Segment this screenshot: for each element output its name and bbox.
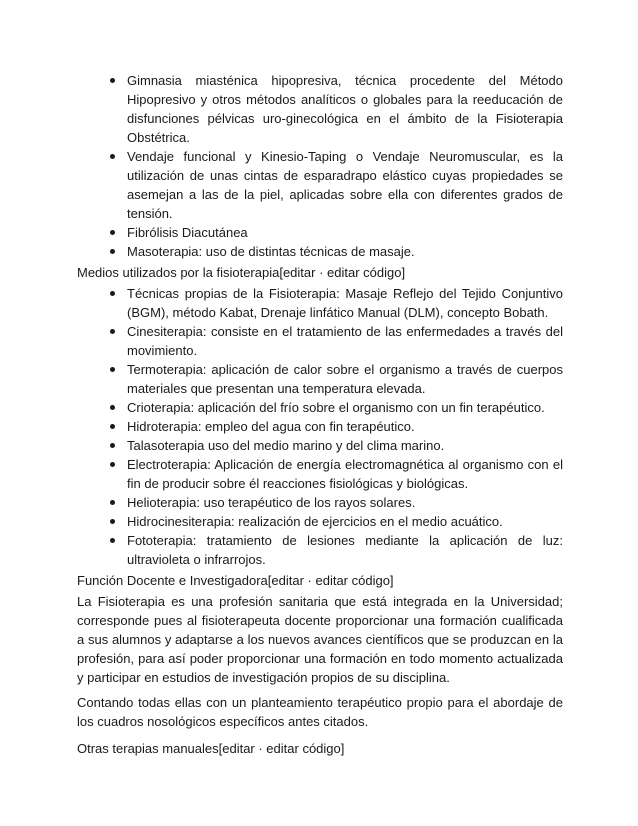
section-heading-funcion-docente: Función Docente e Investigadora[editar · editar código] <box>77 573 394 588</box>
edit-link[interactable]: [editar · editar código] <box>218 741 345 756</box>
bullet-icon <box>110 519 115 524</box>
list-item: Fibrólisis Diacutánea <box>127 223 563 242</box>
section-heading-otras-terapias: Otras terapias manuales[editar · editar código] <box>77 741 345 756</box>
list-item: Vendaje funcional y Kinesio-Taping o Vendaje Neuromuscular, es la utilización de unas cintas de esparadrapo elástico cuyas propiedades se asemejan a las de la piel, aplicadas sobre ella con diferentes grados de tensión. <box>127 147 563 223</box>
list-item: Crioterapia: aplicación del frío sobre el organismo con un fin terapéutico. <box>127 398 563 417</box>
bullet-icon <box>110 367 115 372</box>
document-content <box>77 71 563 760</box>
techniques-list <box>77 71 563 261</box>
bullet-icon <box>110 78 115 83</box>
list-item: Electroterapia: Aplicación de energía electromagnética al organismo con el fin de producir sobre él reacciones fisiológicas y biológicas. <box>127 455 563 493</box>
list-item: Hidrocinesiterapia: realización de ejercicios en el medio acuático. <box>127 512 563 531</box>
list-item: Gimnasia miasténica hipopresiva, técnica procedente del Método Hipopresivo y otros métodos analíticos o globales para la reeducación de disfunciones pélvicas uro-ginecológica en el ámbito de la Fisioterapia Obstétrica. <box>127 71 563 147</box>
edit-link[interactable]: [editar · editar código] <box>279 265 406 280</box>
paragraph-funcion-docente: La Fisioterapia es una profesión sanitaria que está integrada en la Universidad; corresponde pues al fisioterapeuta docente proporcionar una formación cualificada a sus alumnos y adaptarse a los nuevos avances científicos que se produzcan en la profesión, para así poder proporcionar una formación en todo momento actualizada y participar en estudios de investigación propios de su disciplina. <box>77 594 563 685</box>
list-item: Termoterapia: aplicación de calor sobre el organismo a través de cuerpos materiales que presentan una temperatura elevada. <box>127 360 563 398</box>
bullet-icon <box>110 249 115 254</box>
bullet-icon <box>110 538 115 543</box>
means-list <box>77 284 563 569</box>
list-item: Técnicas propias de la Fisioterapia: Masaje Reflejo del Tejido Conjuntivo (BGM), método Kabat, Drenaje linfático Manual (DLM), concepto Bobath. <box>127 284 563 322</box>
bullet-icon <box>110 291 115 296</box>
section-heading-medios: Medios utilizados por la fisioterapia[editar · editar código] <box>77 265 406 280</box>
list-item: Masoterapia: uso de distintas técnicas de masaje. <box>127 242 563 261</box>
list-item: Talasoterapia uso del medio marino y del clima marino. <box>127 436 563 455</box>
bullet-icon <box>110 443 115 448</box>
list-item: Helioterapia: uso terapéutico de los rayos solares. <box>127 493 563 512</box>
list-item: Cinesiterapia: consiste en el tratamiento de las enfermedades a través del movimiento. <box>127 322 563 360</box>
list-item: Hidroterapia: empleo del agua con fin terapéutico. <box>127 417 563 436</box>
bullet-icon <box>110 230 115 235</box>
paragraph-contando: Contando todas ellas con un planteamiento terapéutico propio para el abordaje de los cuadros nosológicos específicos antes citados. <box>77 695 563 729</box>
bullet-icon <box>110 500 115 505</box>
edit-link[interactable]: [editar · editar código] <box>267 573 394 588</box>
bullet-icon <box>110 405 115 410</box>
bullet-icon <box>110 154 115 159</box>
bullet-icon <box>110 424 115 429</box>
bullet-icon <box>110 462 115 467</box>
bullet-icon <box>110 329 115 334</box>
list-item: Fototerapia: tratamiento de lesiones mediante la aplicación de luz: ultravioleta o infrarrojos. <box>127 531 563 569</box>
